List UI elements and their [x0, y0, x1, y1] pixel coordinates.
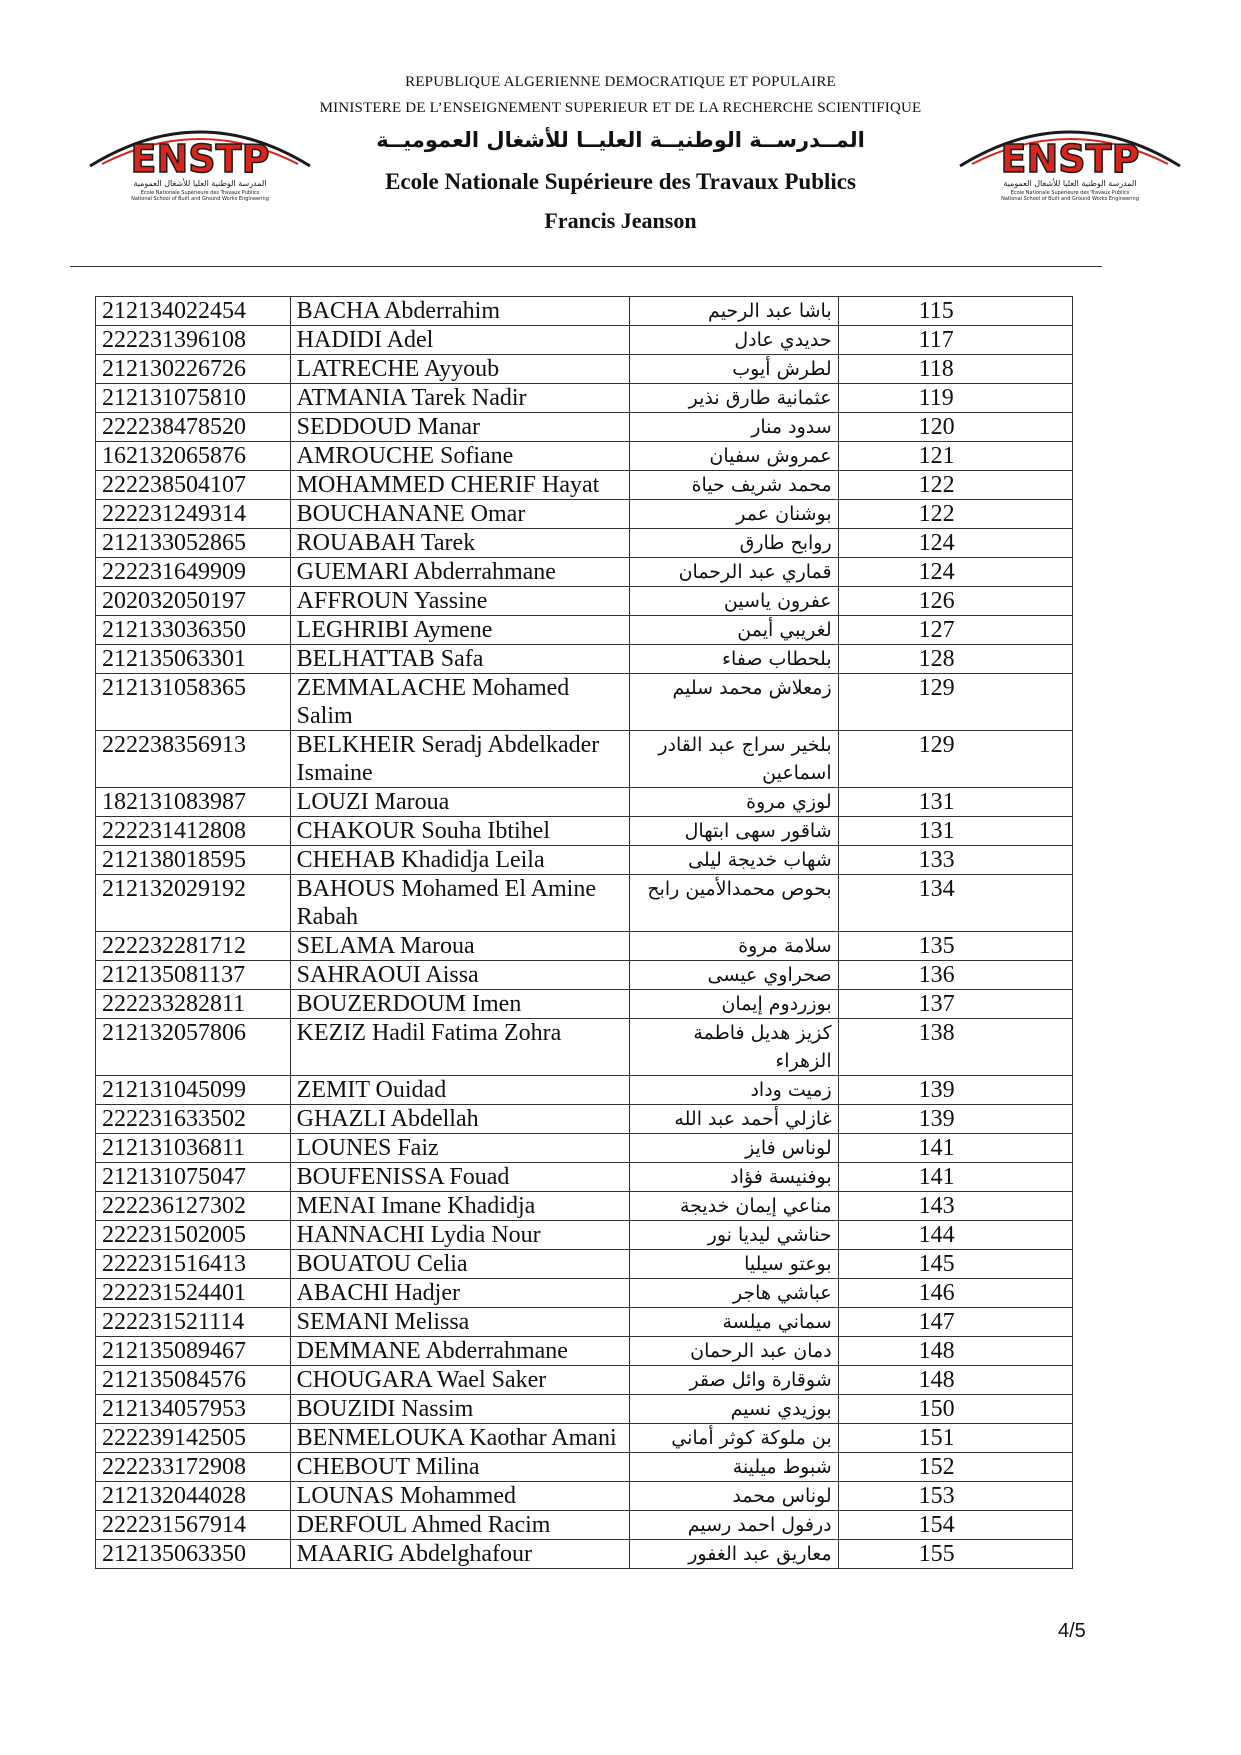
matricule-cell: 222231649909 — [96, 558, 291, 587]
table-row — [96, 616, 1073, 645]
matricule-cell: 222231633502 — [96, 1105, 291, 1134]
rank-cell: 147 — [838, 1308, 1072, 1337]
table-row — [96, 471, 1073, 500]
header-divider — [70, 266, 1102, 267]
name-cell: LOUNAS Mohammed — [290, 1482, 630, 1511]
arabic-name-cell: باشا عبد الرحيم — [630, 297, 838, 326]
name-cell: ZEMMALACHE Mohamed Salim — [290, 674, 630, 731]
table-row — [96, 1424, 1073, 1453]
matricule-cell: 212131036811 — [96, 1134, 291, 1163]
arabic-name-cell: لوناس محمد — [630, 1482, 838, 1511]
matricule-cell: 212135063301 — [96, 645, 291, 674]
matricule-cell: 222238504107 — [96, 471, 291, 500]
table-row — [96, 1134, 1073, 1163]
table-row — [96, 587, 1073, 616]
table-row — [96, 413, 1073, 442]
rank-cell: 129 — [838, 674, 1072, 731]
matricule-cell: 212131075047 — [96, 1163, 291, 1192]
name-cell: MAARIG Abdelghafour — [290, 1540, 630, 1569]
rank-cell: 139 — [838, 1105, 1072, 1134]
name-cell: MENAI Imane Khadidja — [290, 1192, 630, 1221]
matricule-cell: 222238356913 — [96, 731, 291, 788]
arabic-name-cell: بن ملوكة كوثر أماني — [630, 1424, 838, 1453]
rank-cell: 151 — [838, 1424, 1072, 1453]
matricule-cell: 212135081137 — [96, 961, 291, 990]
table-row — [96, 529, 1073, 558]
matricule-cell: 212131075810 — [96, 384, 291, 413]
name-cell: SEMANI Melissa — [290, 1308, 630, 1337]
name-cell: BELKHEIR Seradj Abdelkader Ismaine — [290, 731, 630, 788]
arabic-name-cell: بوعتو سيليا — [630, 1250, 838, 1279]
rank-cell: 155 — [838, 1540, 1072, 1569]
matricule-cell: 212131045099 — [96, 1076, 291, 1105]
matricule-cell: 222231524401 — [96, 1279, 291, 1308]
arabic-name-cell: بحوص محمدالأمين رابح — [630, 875, 838, 932]
matricule-cell: 212130226726 — [96, 355, 291, 384]
rank-cell: 120 — [838, 413, 1072, 442]
matricule-cell: 222231396108 — [96, 326, 291, 355]
rank-cell: 131 — [838, 817, 1072, 846]
arabic-name-cell: عفرون ياسين — [630, 587, 838, 616]
arabic-name-cell: زمعلاش محمد سليم — [630, 674, 838, 731]
page-number: 4/5 — [1058, 1620, 1086, 1642]
rank-cell: 141 — [838, 1134, 1072, 1163]
name-cell: ROUABAH Tarek — [290, 529, 630, 558]
arabic-name-cell: بوشنان عمر — [630, 500, 838, 529]
rank-cell: 127 — [838, 616, 1072, 645]
table-row — [96, 1308, 1073, 1337]
name-cell: LATRECHE Ayyoub — [290, 355, 630, 384]
name-cell: CHEHAB Khadidja Leila — [290, 846, 630, 875]
header-francis-jeanson: Francis Jeanson — [544, 208, 697, 233]
arabic-name-cell: عثمانية طارق نذير — [630, 384, 838, 413]
rank-cell: 126 — [838, 587, 1072, 616]
arabic-name-cell: بلخير سراج عبد القادر اسماعين — [630, 731, 838, 788]
name-cell: ATMANIA Tarek Nadir — [290, 384, 630, 413]
name-cell: CHEBOUT Milina — [290, 1453, 630, 1482]
name-cell: AFFROUN Yassine — [290, 587, 630, 616]
name-cell: HADIDI Adel — [290, 326, 630, 355]
table-row — [96, 1482, 1073, 1511]
name-cell: DEMMANE Abderrahmane — [290, 1337, 630, 1366]
arabic-name-cell: حديدي عادل — [630, 326, 838, 355]
name-cell: AMROUCHE Sofiane — [290, 442, 630, 471]
arabic-name-cell: محمد شريف حياة — [630, 471, 838, 500]
name-cell: MOHAMMED CHERIF Hayat — [290, 471, 630, 500]
name-cell: GHAZLI Abdellah — [290, 1105, 630, 1134]
rank-cell: 134 — [838, 875, 1072, 932]
svg-text:المدرسة الوطنية العليا للأشغال: المدرسة الوطنية العليا للأشغال العمومية — [133, 179, 267, 188]
matricule-cell: 212133052865 — [96, 529, 291, 558]
matricule-cell: 222231567914 — [96, 1511, 291, 1540]
table-row — [96, 875, 1073, 932]
arabic-name-cell: شهاب خديجة ليلى — [630, 846, 838, 875]
rank-cell: 129 — [838, 731, 1072, 788]
rank-cell: 124 — [838, 558, 1072, 587]
matricule-cell: 222232281712 — [96, 932, 291, 961]
name-cell: LOUNES Faiz — [290, 1134, 630, 1163]
arabic-name-cell: شوقارة وائل صقر — [630, 1366, 838, 1395]
matricule-cell: 212135084576 — [96, 1366, 291, 1395]
table-row — [96, 1221, 1073, 1250]
arabic-name-cell: شاقور سهى ابتهال — [630, 817, 838, 846]
name-cell: HANNACHI Lydia Nour — [290, 1221, 630, 1250]
rank-cell: 150 — [838, 1395, 1072, 1424]
rank-cell: 119 — [838, 384, 1072, 413]
name-cell: BOUATOU Celia — [290, 1250, 630, 1279]
matricule-cell: 222233282811 — [96, 990, 291, 1019]
rank-cell: 131 — [838, 788, 1072, 817]
matricule-cell: 212135089467 — [96, 1337, 291, 1366]
enstp-logo-right — [950, 108, 1190, 204]
rank-cell: 153 — [838, 1482, 1072, 1511]
rank-cell: 115 — [838, 297, 1072, 326]
table-row — [96, 1250, 1073, 1279]
arabic-name-cell: لغريبي أيمن — [630, 616, 838, 645]
matricule-cell: 162132065876 — [96, 442, 291, 471]
table-row — [96, 1540, 1073, 1569]
name-cell: BACHA Abderrahim — [290, 297, 630, 326]
svg-text:المدرسة الوطنية العليا للأشغال: المدرسة الوطنية العليا للأشغال العمومية — [1003, 179, 1137, 188]
table-row — [96, 1395, 1073, 1424]
matricule-cell: 222239142505 — [96, 1424, 291, 1453]
arabic-name-cell: صحراوي عيسى — [630, 961, 838, 990]
table-row — [96, 442, 1073, 471]
table-row — [96, 1105, 1073, 1134]
rank-cell: 148 — [838, 1366, 1072, 1395]
matricule-cell: 212132057806 — [96, 1019, 291, 1076]
svg-text:Ecole Nationale Supérieure des: Ecole Nationale Supérieure des Travaux Publics — [140, 190, 260, 196]
svg-text:National School of Built and G: National School of Built and Ground Works Engineering — [131, 196, 269, 202]
table-row — [96, 1279, 1073, 1308]
name-cell: SEDDOUD Manar — [290, 413, 630, 442]
name-cell: ABACHI Hadjer — [290, 1279, 630, 1308]
matricule-cell: 222231502005 — [96, 1221, 291, 1250]
name-cell: BELHATTAB Safa — [290, 645, 630, 674]
rank-cell: 144 — [838, 1221, 1072, 1250]
name-cell: DERFOUL Ahmed Racim — [290, 1511, 630, 1540]
rank-cell: 137 — [838, 990, 1072, 1019]
arabic-name-cell: عمروش سفيان — [630, 442, 838, 471]
rank-cell: 146 — [838, 1279, 1072, 1308]
matricule-cell: 182131083987 — [96, 788, 291, 817]
arabic-name-cell: زميت وداد — [630, 1076, 838, 1105]
arabic-name-cell: كزيز هديل فاطمة الزهراء — [630, 1019, 838, 1076]
svg-text:Ecole Nationale Supérieure des: Ecole Nationale Supérieure des Travaux Publics — [1010, 190, 1130, 196]
rank-cell: 122 — [838, 500, 1072, 529]
rank-cell: 124 — [838, 529, 1072, 558]
arabic-name-cell: بوزردوم إيمان — [630, 990, 838, 1019]
table-row — [96, 846, 1073, 875]
table-row — [96, 1511, 1073, 1540]
matricule-cell: 212133036350 — [96, 616, 291, 645]
table-row — [96, 674, 1073, 731]
matricule-cell: 222233172908 — [96, 1453, 291, 1482]
matricule-cell: 222238478520 — [96, 413, 291, 442]
matricule-cell: 202032050197 — [96, 587, 291, 616]
table-row — [96, 990, 1073, 1019]
arabic-name-cell: شبوط ميلينة — [630, 1453, 838, 1482]
enstp-logo-left — [80, 108, 320, 204]
rank-cell: 118 — [838, 355, 1072, 384]
matricule-cell: 222236127302 — [96, 1192, 291, 1221]
students-table — [95, 296, 1073, 1569]
matricule-cell: 212134057953 — [96, 1395, 291, 1424]
table-row — [96, 1337, 1073, 1366]
svg-text:ENSTP: ENSTP — [1000, 137, 1140, 181]
table-row — [96, 355, 1073, 384]
svg-text:National School of Built and G: National School of Built and Ground Works Engineering — [1001, 196, 1139, 202]
arabic-name-cell: مناعي إيمان خديجة — [630, 1192, 838, 1221]
arabic-name-cell: لطرش أيوب — [630, 355, 838, 384]
arabic-name-cell: سلامة مروة — [630, 932, 838, 961]
table-row — [96, 558, 1073, 587]
arabic-name-cell: دمان عبد الرحمان — [630, 1337, 838, 1366]
table-row — [96, 1163, 1073, 1192]
arabic-name-cell: معاريق عبد الغفور — [630, 1540, 838, 1569]
name-cell: LEGHRIBI Aymene — [290, 616, 630, 645]
header-school-name: Ecole Nationale Supérieure des Travaux Publics — [385, 169, 856, 194]
arabic-name-cell: روابح طارق — [630, 529, 838, 558]
rank-cell: 141 — [838, 1163, 1072, 1192]
table-row — [96, 384, 1073, 413]
arabic-name-cell: بلحطاب صفاء — [630, 645, 838, 674]
arabic-name-cell: درفول احمد رسيم — [630, 1511, 838, 1540]
name-cell: BOUZERDOUM Imen — [290, 990, 630, 1019]
matricule-cell: 212131058365 — [96, 674, 291, 731]
name-cell: SELAMA Maroua — [290, 932, 630, 961]
rank-cell: 117 — [838, 326, 1072, 355]
arabic-name-cell: حناشي ليديا نور — [630, 1221, 838, 1250]
table-row — [96, 817, 1073, 846]
name-cell: BAHOUS Mohamed El Amine Rabah — [290, 875, 630, 932]
svg-text:ENSTP: ENSTP — [130, 137, 270, 181]
rank-cell: 148 — [838, 1337, 1072, 1366]
matricule-cell: 212132044028 — [96, 1482, 291, 1511]
header-republic: REPUBLIQUE ALGERIENNE DEMOCRATIQUE ET POPULAIRE — [405, 74, 836, 90]
name-cell: ZEMIT Ouidad — [290, 1076, 630, 1105]
rank-cell: 136 — [838, 961, 1072, 990]
arabic-name-cell: بوفنيسة فؤاد — [630, 1163, 838, 1192]
table-row — [96, 1192, 1073, 1221]
matricule-cell: 212135063350 — [96, 1540, 291, 1569]
table-row — [96, 1366, 1073, 1395]
rank-cell: 145 — [838, 1250, 1072, 1279]
table-row — [96, 731, 1073, 788]
matricule-cell: 222231249314 — [96, 500, 291, 529]
header-ministry: MINISTERE DE L’ENSEIGNEMENT SUPERIEUR ET DE LA RECHERCHE SCIENTIFIQUE — [319, 100, 922, 116]
arabic-name-cell: غازلي أحمد عبد الله — [630, 1105, 838, 1134]
name-cell: GUEMARI Abderrahmane — [290, 558, 630, 587]
header-school-arabic: المــدرســة الوطنيــة العليــا للأشغال العموميــة — [376, 128, 865, 152]
rank-cell: 143 — [838, 1192, 1072, 1221]
arabic-name-cell: عباشي هاجر — [630, 1279, 838, 1308]
name-cell: BOUFENISSA Fouad — [290, 1163, 630, 1192]
matricule-cell: 222231516413 — [96, 1250, 291, 1279]
arabic-name-cell: بوزيدي نسيم — [630, 1395, 838, 1424]
rank-cell: 122 — [838, 471, 1072, 500]
table-row — [96, 1076, 1073, 1105]
matricule-cell: 212138018595 — [96, 846, 291, 875]
table-row — [96, 326, 1073, 355]
arabic-name-cell: سماني ميلسة — [630, 1308, 838, 1337]
table-row — [96, 932, 1073, 961]
name-cell: BENMELOUKA Kaothar Amani — [290, 1424, 630, 1453]
arabic-name-cell: لوزي مروة — [630, 788, 838, 817]
arabic-name-cell: قماري عبد الرحمان — [630, 558, 838, 587]
arabic-name-cell: سدود منار — [630, 413, 838, 442]
rank-cell: 154 — [838, 1511, 1072, 1540]
rank-cell: 135 — [838, 932, 1072, 961]
name-cell: LOUZI Maroua — [290, 788, 630, 817]
name-cell: BOUCHANANE Omar — [290, 500, 630, 529]
table-row — [96, 500, 1073, 529]
name-cell: KEZIZ Hadil Fatima Zohra — [290, 1019, 630, 1076]
table-row — [96, 645, 1073, 674]
rank-cell: 128 — [838, 645, 1072, 674]
rank-cell: 121 — [838, 442, 1072, 471]
rank-cell: 152 — [838, 1453, 1072, 1482]
table-row — [96, 961, 1073, 990]
name-cell: CHAKOUR Souha Ibtihel — [290, 817, 630, 846]
matricule-cell: 212134022454 — [96, 297, 291, 326]
matricule-cell: 222231412808 — [96, 817, 291, 846]
name-cell: SAHRAOUI Aissa — [290, 961, 630, 990]
table-row — [96, 1453, 1073, 1482]
name-cell: CHOUGARA Wael Saker — [290, 1366, 630, 1395]
matricule-cell: 212132029192 — [96, 875, 291, 932]
rank-cell: 133 — [838, 846, 1072, 875]
arabic-name-cell: لوناس فايز — [630, 1134, 838, 1163]
matricule-cell: 222231521114 — [96, 1308, 291, 1337]
table-row — [96, 1019, 1073, 1076]
name-cell: BOUZIDI Nassim — [290, 1395, 630, 1424]
table-row — [96, 788, 1073, 817]
rank-cell: 139 — [838, 1076, 1072, 1105]
table-row — [96, 297, 1073, 326]
rank-cell: 138 — [838, 1019, 1072, 1076]
